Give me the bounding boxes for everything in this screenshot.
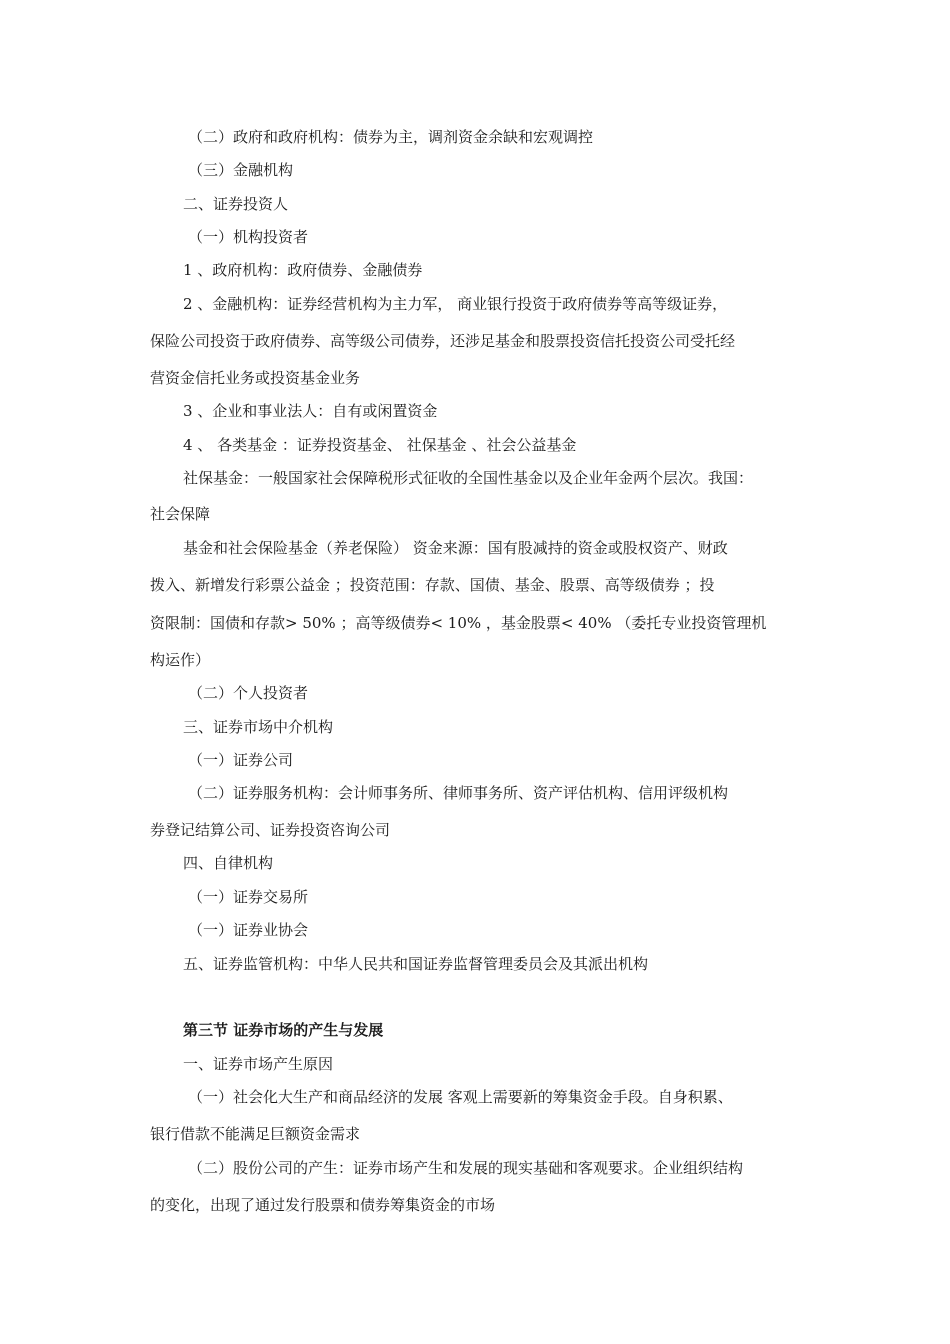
text-line: 3 、企业和事业法人：自有或闲置资金 [183,402,438,420]
text-line: 拨入、新增发行彩票公益金 ；投资范围：存款、国债、基金、股票、高等级债券 ；投 [150,576,715,594]
text-line: 2 、金融机构：证券经营机构为主力军， 商业银行投资于政府债券等高等级证券， [183,295,728,313]
text-line: （一）证券公司 [188,751,294,769]
text-line: 一、证券市场产生原因 [183,1055,334,1073]
text-line: （三）金融机构 [188,161,294,179]
text-line: 三、证券市场中介机构 [183,718,334,736]
text-line: （一）社会化大生产和商品经济的发展 客观上需要新的筹集资金手段。自身积累、 [188,1088,733,1106]
text-line: 1 、政府机构：政府债券、金融债券 [183,261,423,279]
text-line: 四、自律机构 [183,854,274,872]
text-line: 社保基金：一般国家社会保障税形式征收的全国性基金以及企业年金两个层次。我国： [183,469,754,487]
text-line: （一）证券交易所 [188,888,309,906]
text-line: 营资金信托业务或投资基金业务 [150,369,361,387]
text-line: 的变化，出现了通过发行股票和债券筹集资金的市场 [150,1196,496,1214]
text-line: （一）机构投资者 [188,228,309,246]
text-line: （一）证券业协会 [188,921,309,939]
text-line: （二）政府和政府机构：债券为主，调剂资金余缺和宏观调控 [188,128,594,146]
text-line: 五、证券监管机构：中华人民共和国证券监督管理委员会及其派出机构 [183,955,649,973]
text-line: 券登记结算公司、证券投资咨询公司 [150,821,391,839]
text-line: 银行借款不能满足巨额资金需求 [150,1125,361,1143]
text-line: 资限制：国债和存款> 50% ；高等级债券< 10% ，基金股票< 40% （委托专业投资管理机 [150,614,767,632]
text-line: （二）股份公司的产生：证券市场产生和发展的现实基础和客观要求。企业组织结构 [188,1159,744,1177]
text-line: （二）个人投资者 [188,684,309,702]
text-line: 二、证券投资人 [183,195,289,213]
text-line: （二）证券服务机构：会计师事务所、律师事务所、资产评估机构、信用评级机构 [188,784,729,802]
text-line: 保险公司投资于政府债券、高等级公司债券，还涉足基金和股票投资信托投资公司受托经 [150,332,736,350]
text-line: 4 、 各类基金 ：证券投资基金、 社保基金 、社会公益基金 [183,436,577,454]
section-heading: 第三节 证券市场的产生与发展 [183,1021,384,1039]
text-line: 构运作） [150,651,211,669]
text-line: 社会保障 [150,505,211,523]
text-line: 基金和社会保险基金（养老保险） 资金来源：国有股减持的资金或股权资产、财政 [183,539,728,557]
